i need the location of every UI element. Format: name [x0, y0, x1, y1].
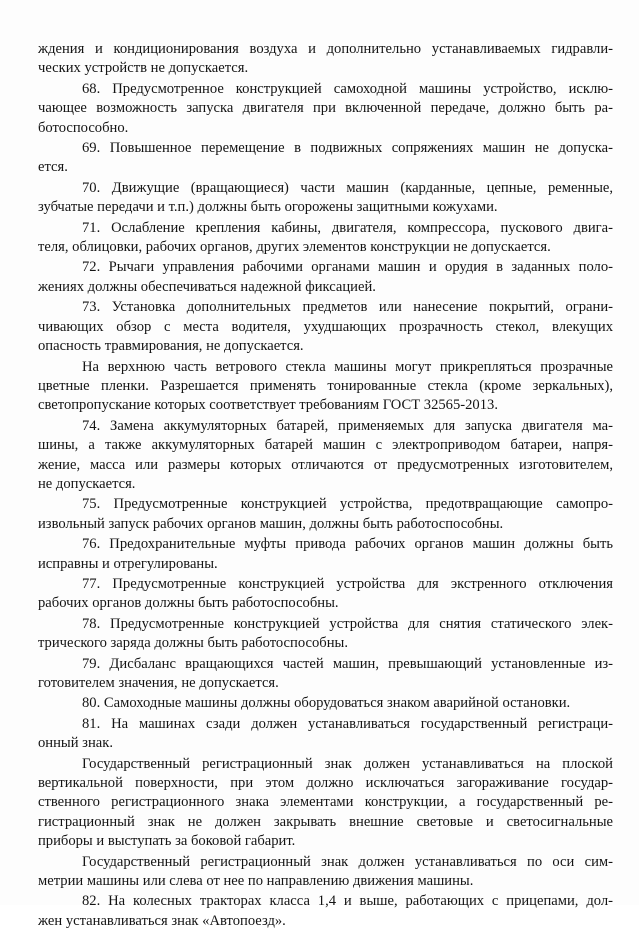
paragraph-p81 [38, 715, 613, 754]
text-line: жен устанавливаться знак «Автопоезд». [38, 912, 286, 929]
text-line: Государственный регистрационный знак должен устанавливаться по оси сим- [82, 853, 613, 870]
paragraph-p76 [38, 535, 613, 574]
text-line: 81. На машинах сзади должен устанавливаться государственный регистраци- [82, 715, 613, 732]
text-line: онный знак. [38, 735, 113, 752]
document-body [38, 40, 613, 931]
paragraph-p81b [38, 755, 613, 852]
text-line: ется. [38, 159, 68, 176]
text-line: цветные пленки. Разрешается применять тонированные стекла (кроме зеркальных), [38, 377, 613, 394]
text-line: ческих устройств не допускается. [38, 60, 249, 77]
text-line: чивающих обзор с места водителя, ухудшающих прозрачность стекол, влекущих [38, 318, 613, 335]
text-line: Государственный регистрационный знак должен устанавливаться на плоской [82, 755, 613, 772]
paragraph-p78 [38, 615, 613, 654]
text-line: приборы и выступать за боковой габарит. [38, 833, 296, 850]
paragraph-p81c [38, 853, 613, 892]
paragraph-p71 [38, 219, 613, 258]
text-line: 69. Повышенное перемещение в подвижных сопряжениях машин не допуска- [82, 140, 613, 157]
text-line: 73. Установка дополнительных предметов или нанесение покрытий, ограни- [82, 299, 613, 316]
paragraph-p77 [38, 575, 613, 614]
text-line: 76. Предохранительные муфты привода рабочих органов машин должны быть [82, 536, 613, 553]
text-line: 68. Предусмотренное конструкцией самоходной машины устройство, исклю- [82, 80, 613, 97]
text-line: готовителем значения, не допускается. [38, 675, 279, 691]
text-line: 80. Самоходные машины должны оборудоваться знаком аварийной остановки. [82, 695, 571, 712]
text-line: жение, масса или размеры которых отличаются от предусмотренных изготовителем, [38, 456, 613, 473]
text-line: трического заряда должны быть работоспособны. [38, 635, 348, 652]
text-line: ботоспособно. [38, 119, 129, 136]
paragraph-p74 [38, 417, 613, 495]
text-line: исправны и отрегулированы. [38, 555, 218, 572]
text-line: 77. Предусмотренные конструкцией устройства для экстренного отключения [82, 575, 613, 592]
paragraph-p75 [38, 495, 613, 534]
text-line: ственного регистрационного знака элементами конструкции, а государственный ре- [38, 794, 613, 811]
text-line: 75. Предусмотренные конструкцией устройства, предотвращающие самопро- [82, 496, 613, 513]
text-line: 78. Предусмотренные конструкцией устройства для снятия статического элек- [82, 615, 613, 632]
text-line: 72. Рычаги управления рабочими органами машин и орудия в заданных поло- [82, 259, 613, 276]
text-line: 71. Ослабление крепления кабины, двигателя, компрессора, пускового двига- [82, 219, 613, 236]
text-line: опасность травмирования, не допускается. [38, 338, 304, 355]
text-line: чающее возможность запуска двигателя при включенной передаче, должно быть ра- [38, 100, 613, 117]
text-line: 82. На колесных тракторах класса 1,4 и выше, работающих с прицепами, дол- [82, 893, 613, 910]
paragraph-p73b [38, 358, 613, 416]
text-line: не допускается. [38, 475, 136, 492]
text-line: жениях должны обеспечиваться надежной фиксацией. [38, 278, 376, 295]
paragraph-p70 [38, 179, 613, 218]
paragraph-p73 [38, 298, 613, 356]
paragraph-p80 [38, 694, 613, 713]
paragraph-p82 [38, 892, 613, 931]
text-line: На верхнюю часть ветрового стекла машины могут прикрепляться прозрачные [82, 358, 613, 375]
paragraph-p68 [38, 80, 613, 138]
text-line: вертикальной поверхности, при этом должно исключаться загораживание государ- [38, 775, 613, 792]
paragraph-p69 [38, 139, 613, 178]
paragraph-p72 [38, 258, 613, 297]
text-line: извольный запуск рабочих органов машин, должны быть работоспособны. [38, 515, 504, 532]
text-line: гистрационный знак не должен закрывать внешние световые и светосигнальные [38, 813, 613, 830]
text-line: метрии машины или слева от нее по направлению движения машины. [38, 873, 474, 890]
text-line: 79. Дисбаланс вращающихся частей машин, превышающий установленные из- [82, 655, 613, 672]
paragraph-p79 [38, 655, 613, 694]
text-line: светопропускание которых соответствует требованиям ГОСТ 32565-2013. [38, 397, 498, 414]
text-line: теля, облицовки, рабочих органов, других элементов конструкции не допускается. [38, 239, 551, 256]
text-line: ждения и кондиционирования воздуха и дополнительно устанавливаемых гидравли- [38, 41, 613, 57]
text-line: 70. Движущие (вращающиеся) части машин (карданные, цепные, ременные, [82, 179, 613, 196]
text-line: зубчатые передачи и т.п.) должны быть огорожены защитными кожухами. [38, 199, 498, 216]
paragraph-cont [38, 40, 613, 79]
text-line: 74. Замена аккумуляторных батарей, применяемых для запуска двигателя ма- [82, 417, 613, 434]
text-line: рабочих органов должны быть работоспособны. [38, 595, 339, 612]
text-line: шины, а также аккумуляторных батарей машин с электроприводом батареи, напря- [38, 437, 613, 454]
